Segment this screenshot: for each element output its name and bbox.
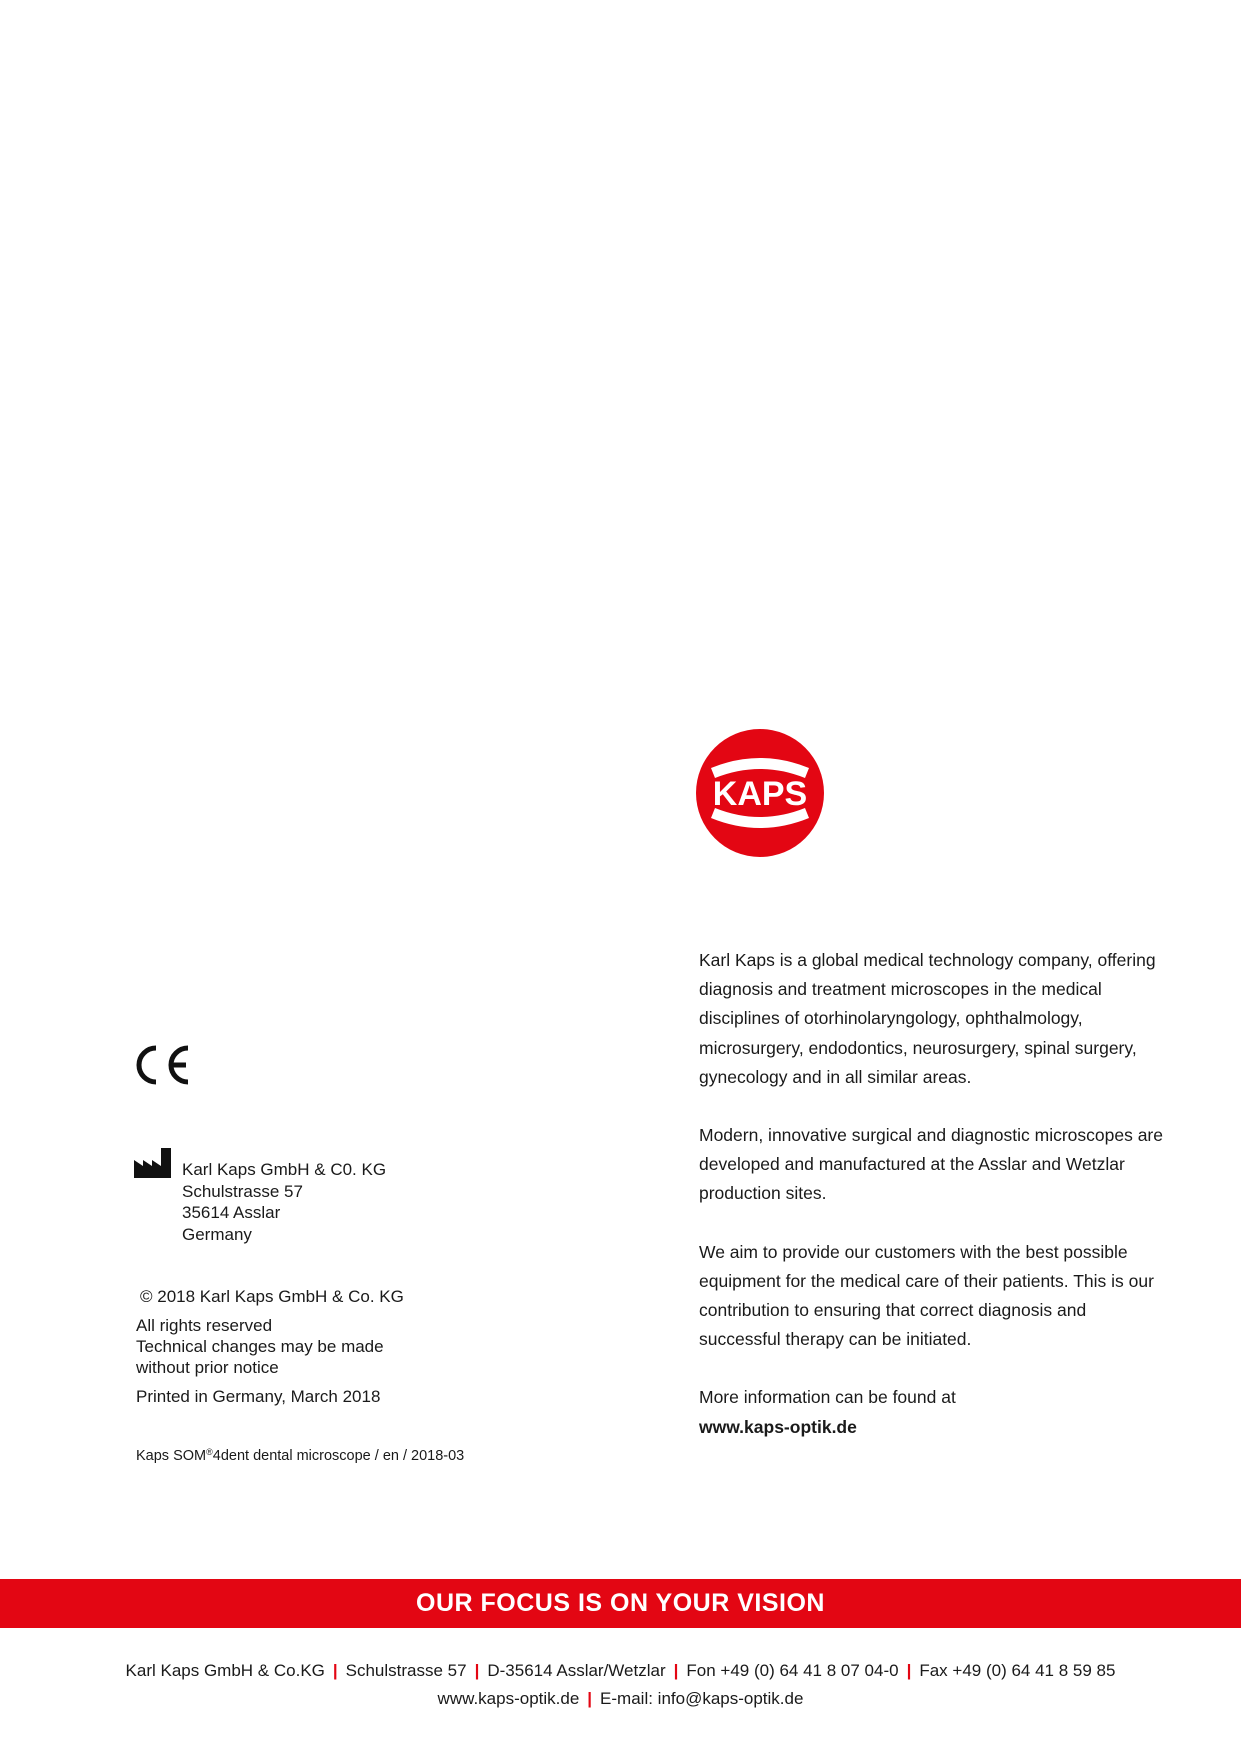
footer-company: Karl Kaps GmbH & Co.KG [125, 1661, 325, 1680]
company-description [699, 946, 1169, 1442]
factory-icon [134, 1148, 171, 1178]
changes-line-2: without prior notice [136, 1358, 279, 1377]
about-paragraph-2: Modern, innovative surgical and diagnostic microscopes are developed and manufactured at the Asslar and Wetzlar production sites. [699, 1125, 1163, 1204]
document-reference [136, 1447, 464, 1464]
about-paragraph-1: Karl Kaps is a global medical technology company, offering diagnosis and treatment microscopes in the medical disciplines of otorhinolaryngology, ophthalmology, microsurgery, endodontics, neurosurgery, spinal surgery, gynecology and in all similar areas. [699, 950, 1156, 1087]
kaps-logo [695, 728, 825, 858]
rights-block [136, 1315, 384, 1378]
manufacturer-name: Karl Kaps GmbH & C0. KG [182, 1160, 387, 1179]
footer-separator: | [673, 1661, 679, 1680]
printed-note: Printed in Germany, March 2018 [136, 1387, 381, 1406]
about-paragraph-3: We aim to provide our customers with the best possible equipment for the medical care of their patients. This is our contribution to ensuring that correct diagnosis and successful therapy can be initiated. [699, 1241, 1154, 1350]
manufacturer-country: Germany [182, 1224, 252, 1244]
footer-contact [0, 1657, 1241, 1713]
website-link[interactable]: www.kaps-optik.de [699, 1416, 857, 1437]
registered-mark: ® [206, 1447, 213, 1457]
logo-text: KAPS [712, 775, 808, 813]
manufacturer-street: Schulstrasse 57 [182, 1181, 303, 1201]
footer-row-2 [0, 1685, 1241, 1713]
more-info-text: More information can be found at [699, 1387, 956, 1408]
footer-street: Schulstrasse 57 [345, 1661, 467, 1680]
manufacturer-address [182, 1159, 386, 1245]
slogan-banner [0, 1579, 1241, 1628]
footer-email-link[interactable]: E-mail: info@kaps-optik.de [600, 1689, 804, 1708]
footer-row-1 [0, 1657, 1241, 1685]
manufacturer-city: 35614 Asslar [182, 1203, 281, 1222]
copyright-text: © 2018 Karl Kaps GmbH & Co. KG [140, 1287, 404, 1306]
footer-fax: Fax +49 (0) 64 41 8 59 85 [919, 1661, 1116, 1680]
footer-separator: | [587, 1689, 593, 1708]
footer-separator: | [332, 1661, 338, 1680]
footer-separator: | [906, 1661, 912, 1680]
rights-reserved: All rights reserved [136, 1316, 273, 1335]
ce-mark-icon [136, 1044, 192, 1086]
footer-city: D-35614 Asslar/Wetzlar [487, 1661, 666, 1680]
footer-separator: | [474, 1661, 480, 1680]
changes-line-1: Technical changes may be made [136, 1337, 384, 1356]
doc-ref-prefix: Kaps SOM [136, 1448, 207, 1464]
footer-phone: Fon +49 (0) 64 41 8 07 04-0 [686, 1661, 899, 1680]
slogan-text: OUR FOCUS IS ON YOUR VISION [416, 1589, 825, 1617]
footer-website-link[interactable]: www.kaps-optik.de [437, 1689, 580, 1708]
doc-ref-suffix: 4dent dental microscope / en / 2018-03 [212, 1448, 465, 1464]
